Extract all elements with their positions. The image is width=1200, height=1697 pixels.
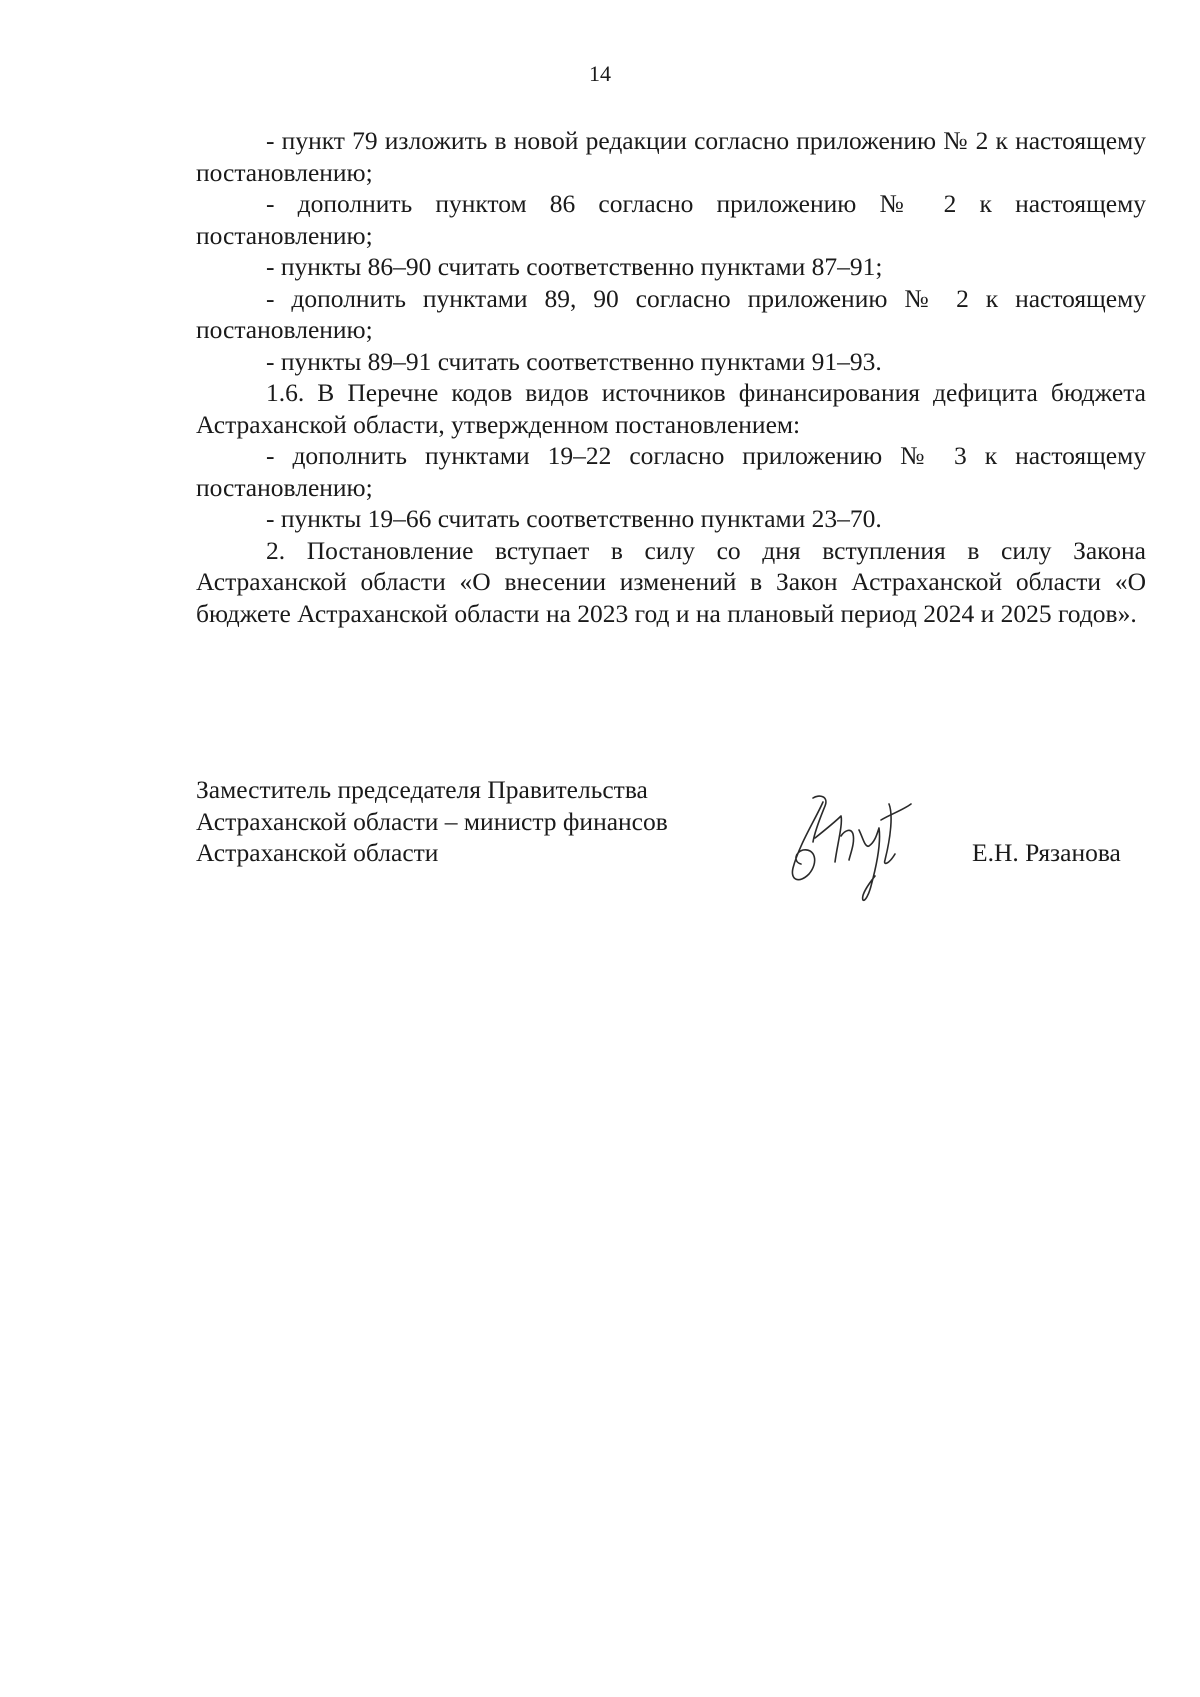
- paragraph: - дополнить пунктами 19–22 согласно приложению № 3 к настоящему постановлению;: [196, 441, 1146, 502]
- signatory-name: Е.Н. Рязанова: [972, 838, 1121, 867]
- paragraph: - пункты 86–90 считать соответственно пунктами 87–91;: [266, 252, 883, 281]
- signatory-title-line: Заместитель председателя Правительства: [196, 775, 648, 804]
- paragraph: - пункты 19–66 считать соответственно пунктами 23–70.: [266, 504, 882, 533]
- paragraph: - дополнить пунктом 86 согласно приложению № 2 к настоящему постановлению;: [196, 189, 1146, 250]
- signatory-title-line: Астраханской области: [196, 838, 439, 867]
- paragraph: - пункты 89–91 считать соответственно пунктами 91–93.: [266, 346, 882, 376]
- paragraph: 2. Постановление вступает в силу со дня вступления в силу Закона Астраханской области «О внесении изменений в Закон Астраханской области «О бюджете Астраханской области на 2023 год и на плановый период 2024 и 2025 годов».: [196, 535, 1146, 628]
- paragraph: 1.6. В Перечне кодов видов источников финансирования дефицита бюджета Астраханской области, утвержденном постановлением:: [196, 378, 1146, 439]
- signatory-title-line: Астраханской области – министр финансов: [196, 806, 668, 836]
- page-number: 14: [589, 61, 611, 86]
- handwritten-signature: [785, 790, 935, 905]
- signatory-title: [196, 774, 756, 869]
- document-body: [196, 125, 1146, 629]
- paragraph: - пункт 79 изложить в новой редакции согласно приложению № 2 к настоящему постановлению;: [196, 126, 1146, 187]
- paragraph: - дополнить пунктами 89, 90 согласно приложению № 2 к настоящему постановлению;: [196, 283, 1146, 344]
